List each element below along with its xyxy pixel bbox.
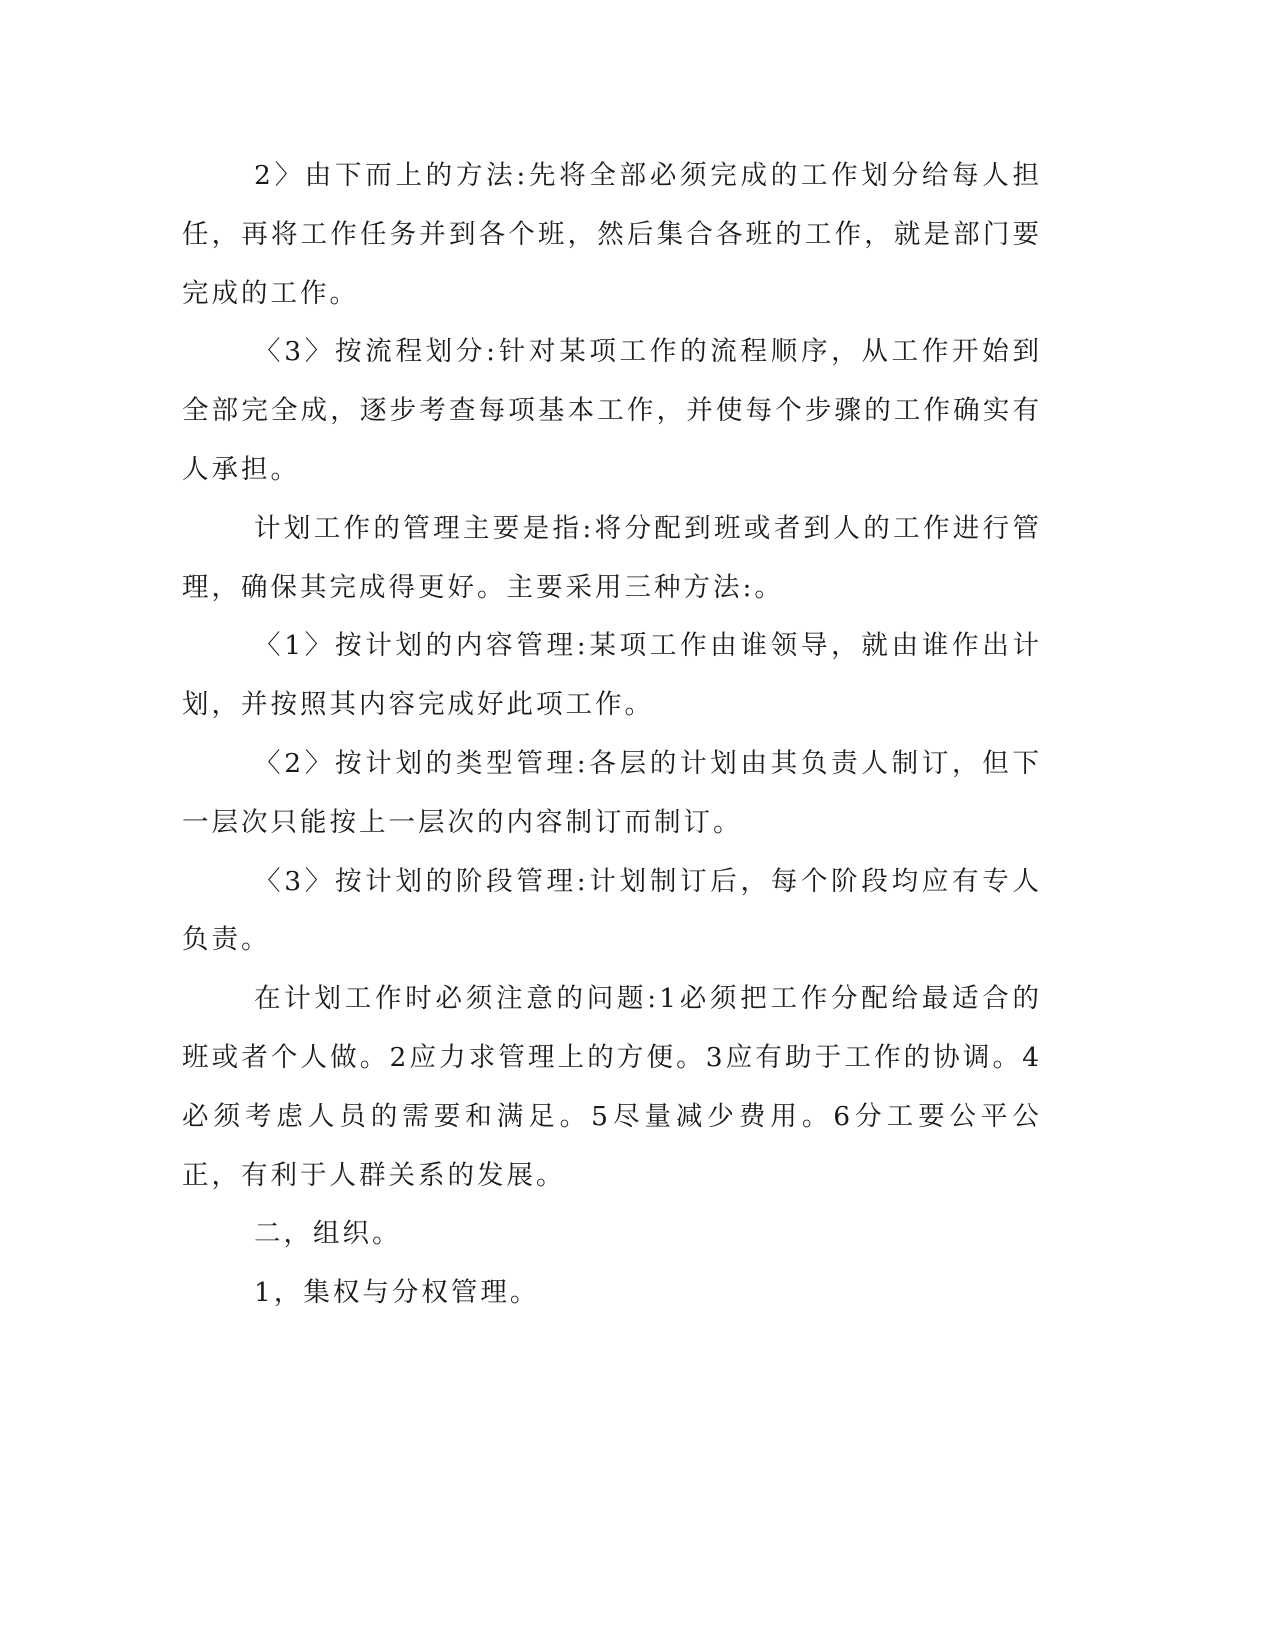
document-body — [182, 147, 1042, 1323]
paragraph-notes: 在计划工作时必须注意的问题:1必须把工作分配给最适合的班或者个人做。2应力求管理上的方便。3应有助于工作的协调。4必须考虑人员的需要和满足。5尽量减少费用。6分工要公平公正，有利于人群关系的发展。 — [182, 983, 1042, 1191]
section-heading-organization: 二，组织。 — [254, 1218, 402, 1250]
paragraph-by-content: 〈1〉按计划的内容管理:某项工作由谁领导，就由谁作出计划，并按照其内容完成好此项工作。 — [182, 630, 1042, 721]
paragraph-plan-management: 计划工作的管理主要是指:将分配到班或者到人的工作进行管理，确保其完成得更好。主要采用三种方法:。 — [182, 512, 1042, 603]
paragraph-bottom-up-method: 2〉由下而上的方法:先将全部必须完成的工作划分给每人担任，再将工作任务并到各个班，然后集合各班的工作，就是部门要完成的工作。 — [182, 160, 1042, 309]
paragraph-by-process: 〈3〉按流程划分:针对某项工作的流程顺序，从工作开始到全部完全成，逐步考查每项基本工作，并使每个步骤的工作确实有人承担。 — [182, 336, 1042, 485]
paragraph-by-stage: 〈3〉按计划的阶段管理:计划制订后，每个阶段均应有专人负责。 — [182, 865, 1042, 956]
subsection-heading-centralization: 1，集权与分权管理。 — [254, 1277, 540, 1309]
paragraph-by-type: 〈2〉按计划的类型管理:各层的计划由其负责人制订，但下一层次只能按上一层次的内容制订而制订。 — [182, 747, 1042, 838]
